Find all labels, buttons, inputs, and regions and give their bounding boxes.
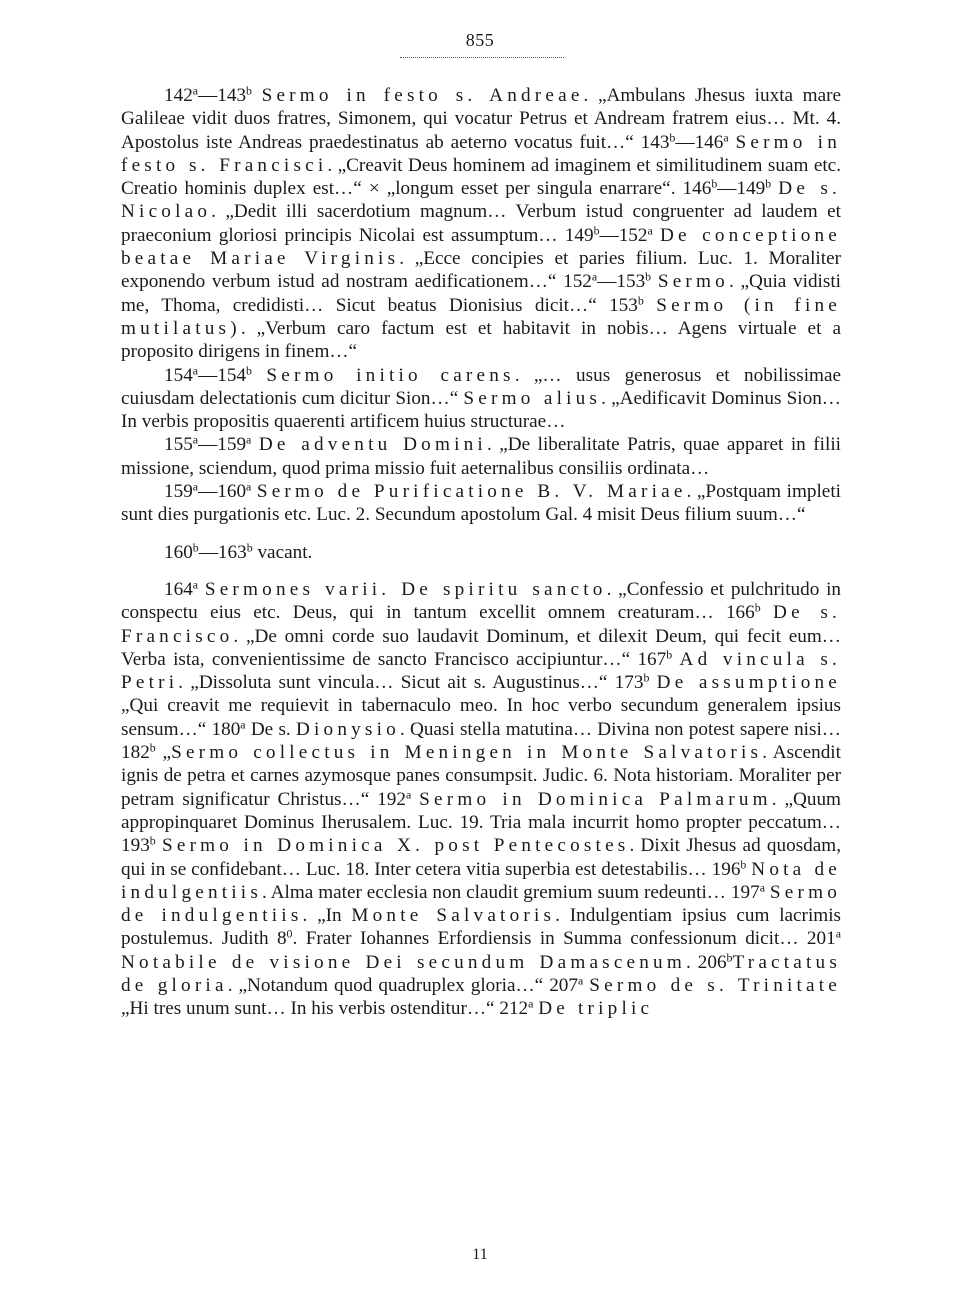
spaced-title: Sermo initio carens xyxy=(266,364,515,386)
catalog-entry xyxy=(121,84,841,364)
spaced-title: Sermo de Purificatione B. V. Mariae xyxy=(256,481,687,503)
folio-superscript: a xyxy=(528,996,534,1011)
text-run: —143 xyxy=(198,85,247,106)
folio-superscript: a xyxy=(405,787,412,802)
spaced-title: Sermo collectus in Meningen in Monte Salvatoris xyxy=(171,742,763,764)
text-run: —153 xyxy=(597,271,646,293)
text-run: „ xyxy=(155,742,172,764)
text-run: vacant. xyxy=(252,541,313,563)
folio-superscript: a xyxy=(192,363,199,378)
folio-superscript: a xyxy=(723,130,729,145)
text-run xyxy=(411,789,419,810)
folio-superscript: b xyxy=(666,647,673,662)
text-run: . Frater Iohannes Erfordiensis in Summa confessionum dicit… 201 xyxy=(292,928,836,950)
text-run: . Alma mater ecclesia non claudit gremium suum redeunti… 197 xyxy=(262,881,760,903)
spaced-title: De s. Francisco xyxy=(121,602,842,647)
spaced-title: Sermo de s. Trinitate xyxy=(589,974,842,996)
text-run: 164 xyxy=(164,578,193,600)
folio-superscript: b xyxy=(740,856,747,871)
signature-mark: 11 xyxy=(472,1246,488,1263)
text-run: —154 xyxy=(198,364,247,386)
spaced-title: Ad vincula s. Petri xyxy=(121,648,842,694)
spaced-title: Notabile de visione Dei secundum Damascenum xyxy=(121,951,686,973)
text-run: . „Notandum quod quadruplex gloria…“ 207 xyxy=(227,974,578,996)
text-run: . „Dissoluta sunt vincula… Sicut ait s. Augustinus…“ 173 xyxy=(178,672,644,694)
folio-superscript: b xyxy=(669,130,676,145)
text-run: De s. xyxy=(245,718,296,740)
text-run: . „Ambulans Jhesus iuxta mare Galileae vidit duos fratres, Simonem, qui vocatur Petrus et Andream fratrem eius… Mt. 4. Apostolus iste Andreas praedestinatus ab aeterno vocatus fuit…“ 143 xyxy=(121,85,841,153)
text-run: . Ascendit ignis de petra et carnes azymosque panes consumpsit. Judic. 6. Nota historiam. Moraliter per petram significatur Christus…“ 192 xyxy=(121,742,841,810)
text-run xyxy=(672,649,679,670)
folio-superscript: a xyxy=(591,269,598,284)
text-run: . „In xyxy=(302,905,352,927)
folio-superscript: b xyxy=(246,540,253,555)
header-rule xyxy=(400,57,564,58)
folio-superscript: b xyxy=(149,740,156,755)
text-run: . „… usus generosus et nobilissimae cuiusdam delectationis cum dicitur Sion…“ xyxy=(121,364,842,409)
folio-superscript: b xyxy=(645,269,652,284)
text-run: . Dixit Jhesus ad quosdam, qui in se confidebant… Luc. 18. Inter cetera vitia superbia est detestabilis… 196 xyxy=(121,835,841,880)
text-run: . „Dedit illi sacerdotium magnum… Verbum istud congruenter ad laudem et praeconium gloriosi principis Nicolai est assumptum… 149 xyxy=(121,201,841,246)
catalog-entry xyxy=(121,480,841,527)
folio-superscript: b xyxy=(192,540,199,555)
text-run: . „Quum appropinquaret Dominus Iherusalem. Luc. 19. Tria mala incurrit homo propter peccatum… 193 xyxy=(121,788,841,857)
text-run xyxy=(651,271,658,292)
text-run: —146 xyxy=(675,131,724,153)
spaced-title: Tractatus de gloria xyxy=(121,951,841,996)
folio-superscript: b xyxy=(149,833,156,848)
spaced-title: De assumptione xyxy=(656,672,841,694)
catalog-entry xyxy=(121,433,841,480)
text-run: 160 xyxy=(164,541,193,563)
spaced-title: Sermo de indulgentiis xyxy=(121,881,842,927)
text-run: . „De omni corde suo laudavit Dominum, et dilexit Deum, qui fecit eum… Verba ista, convenientissime de sancto Francisco accipiuntur…“ 167 xyxy=(121,625,841,670)
spaced-title: Sermo in festo s. Francisci xyxy=(121,131,841,176)
folio-superscript: a xyxy=(246,432,252,447)
folio-superscript: a xyxy=(192,83,199,98)
text-run: —160 xyxy=(198,481,247,503)
folio-superscript: a xyxy=(192,479,199,494)
spaced-title: Dionysio xyxy=(295,718,400,740)
spaced-title: De s. Nicolao xyxy=(121,178,842,223)
text-run xyxy=(761,602,773,623)
folio-superscript: a xyxy=(835,926,841,941)
text-run xyxy=(198,579,205,600)
folio-superscript: a xyxy=(192,432,199,447)
folio-superscript: 0 xyxy=(286,926,293,941)
text-run xyxy=(644,295,656,316)
catalog-text xyxy=(121,84,841,1021)
text-run xyxy=(729,132,736,153)
spaced-title: Sermo in Dominica Palmarum xyxy=(419,788,772,810)
catalog-entry xyxy=(121,578,841,1021)
folio-superscript: b xyxy=(246,83,252,98)
folio-superscript: b xyxy=(754,600,761,615)
text-run: —152 xyxy=(599,224,648,246)
text-run: . „Confessio et pulchritudo in conspectu eius etc. Deus, qui in tantum excellit omnem creaturam… 166 xyxy=(121,578,842,624)
spaced-title: Nota de indulgentiis xyxy=(121,858,842,903)
folio-superscript: b xyxy=(593,223,600,238)
spaced-title: De triplic xyxy=(538,998,654,1020)
spaced-title: De adventu Domini xyxy=(258,434,487,456)
spaced-title: Monte Salvatoris xyxy=(351,905,556,927)
text-run: . „De liberalitate Patris, quae apparet in filii missione, sciendum, quod prima missio fuit aeternalibus consiliis ordinata… xyxy=(121,434,841,479)
text-run: —163 xyxy=(198,541,247,563)
text-run: „Hi tres unum sunt… In his verbis ostenditur…“ 212 xyxy=(121,998,529,1020)
text-run: 159 xyxy=(164,481,193,503)
text-run xyxy=(252,85,262,106)
text-run: . „Aedificavit Dominus Sion… In verbis propositis quaerenti artificem huius structurae… xyxy=(121,387,841,433)
text-run: . Quasi stella matutina… Divina non potest sapere nisi… 182 xyxy=(121,718,841,764)
folio-superscript: a xyxy=(240,717,246,732)
text-run xyxy=(649,672,656,693)
text-run: . „Ecce concipies et paries filium. Luc. 1. Moraliter exponendo verbum istud ad nostram aedificationem…“ 152 xyxy=(121,248,841,293)
text-run: 142 xyxy=(164,85,193,106)
spaced-title: Sermo (in fine mutilatus) xyxy=(121,294,841,339)
text-run: . Indulgentiam ipsius cum lacrimis postulemus. Judith 8 xyxy=(121,905,842,950)
page-number: 855 xyxy=(465,30,495,50)
folio-superscript: a xyxy=(192,577,199,592)
folio-superscript: a xyxy=(577,973,584,988)
folio-superscript: a xyxy=(246,479,252,494)
spaced-title: Sermones varii. De spiritu sancto xyxy=(204,578,607,600)
folio-superscript: b xyxy=(726,950,733,965)
folio-superscript: b xyxy=(765,176,772,191)
text-run: . „Quia vidisti me, Thoma, credidisti… Sicut beatus Dionisius dicit…“ 153 xyxy=(121,271,842,316)
text-run: —159 xyxy=(198,434,247,456)
text-run: 154 xyxy=(164,364,193,386)
folio-superscript: b xyxy=(643,670,650,685)
folio-superscript: a xyxy=(647,223,653,238)
spaced-title: Sermo in festo s. Andreae xyxy=(261,85,584,106)
text-run: . „Creavit Deus hominem ad imaginem et similitudinem suam etc. Creatio hominis duplex est…“ × „longum esset per singula enarrare“. 146 xyxy=(121,154,841,200)
spaced-title: Sermo in Dominica X. post Pentecostes xyxy=(161,835,630,857)
spaced-title: Sermo alius xyxy=(463,387,602,409)
text-run: . „Verbum caro factum est et habitavit in nobis… Agens virtuale et a proposito dirigens in finem…“ xyxy=(121,317,841,363)
text-run xyxy=(653,225,660,246)
text-run xyxy=(252,365,266,386)
folio-superscript: b xyxy=(711,176,718,191)
text-run: . „Postquam impleti sunt dies purgationis etc. Luc. 2. Secundum apostolum Gal. 4 misit Deus filium suum…“ xyxy=(121,481,841,526)
text-run xyxy=(251,434,259,455)
folio-superscript: b xyxy=(246,363,252,378)
spaced-title: Sermo xyxy=(657,271,729,293)
text-run: „Qui creavit me requievit in tabernaculo meo. In hoc verbo secundum generalem ipsius sensum…“ 180 xyxy=(121,695,841,740)
catalog-entry xyxy=(121,364,841,434)
text-run: 155 xyxy=(164,434,193,456)
text-run: . 206 xyxy=(685,951,727,973)
text-run: —149 xyxy=(717,178,766,200)
catalog-entry xyxy=(121,541,841,564)
folio-superscript: a xyxy=(759,880,765,895)
spaced-title: De conceptione beatae Mariae Virginis xyxy=(121,224,841,270)
folio-superscript: b xyxy=(637,293,644,308)
